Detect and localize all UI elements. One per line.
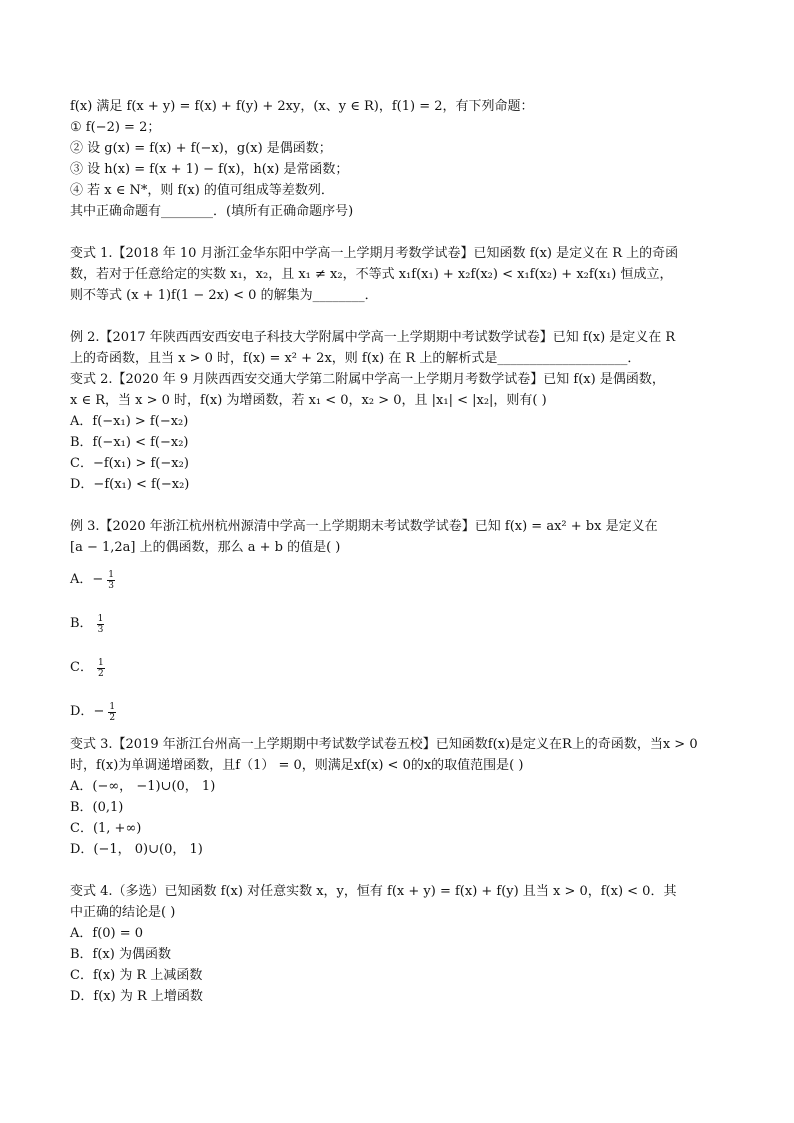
example-2-line: 上的奇函数，且当 x > 0 时，f(x) = x² + 2x，则 f(x) 在 R 上的解析式是____________________．	[70, 351, 641, 366]
variant-3-line: 变式 3.【2019 年浙江台州高一上学期期中考试数学试卷五校】已知函数f(x)是定义在R上的奇函数，当x > 0	[70, 737, 698, 752]
variant-1-line: 数，若对于任意给定的实数 x₁，x₂，且 x₁ ≠ x₂，不等式 x₁f(x₁) + x₂f(x₂) < x₁f(x₂) + x₂f(x₁) 恒成立，	[70, 267, 673, 282]
option-c: C．f(x) 为 R 上减函数	[70, 968, 203, 983]
variant-1-block	[70, 243, 730, 306]
problem-block	[70, 96, 730, 222]
example-3-line: 例 3.【2020 年浙江杭州杭州源清中学高一上学期期末考试数学试卷】已知 f(x) = ax² + bx 是定义在	[70, 519, 658, 534]
example-3-line: [a − 1,2a] 上的偶函数，那么 a + b 的值是( )	[70, 540, 341, 555]
option-b: B．(0,1)	[70, 800, 124, 815]
example-2-block	[70, 327, 730, 369]
option-c: C．−f(x₁) > f(−x₂)	[70, 456, 189, 471]
option-c: C． $\frac{1}{2}$	[70, 657, 104, 679]
option-b: B．f(−x₁) < f(−x₂)	[70, 435, 189, 450]
fraction: $\frac{1}{3}$	[97, 613, 104, 635]
proposition-4: ④ 若 x ∈ N*，则 f(x) 的值可组成等差数列．	[70, 183, 334, 198]
variant-2-line: 变式 2.【2020 年 9 月陕西西安交通大学第二附属中学高一上学期月考数学试卷】已知 f(x) 是偶函数，	[70, 372, 665, 387]
variant-3-block	[70, 734, 730, 860]
document-page	[70, 96, 730, 1007]
variant-1-line: 则不等式 (x + 1)f(1 − 2x) < 0 的解集为________．	[70, 288, 378, 303]
variant-4-block	[70, 881, 730, 1007]
proposition-2: ② 设 g(x) = f(x) + f(−x)，g(x) 是偶函数；	[70, 141, 332, 156]
proposition-1: ① f(−2) = 2；	[70, 120, 161, 135]
variant-3-line: 时，f(x)为单调递增函数，且f（1） = 0，则满足xf(x) < 0的x的取值范围是( )	[70, 758, 524, 773]
option-b: B． $\frac{1}{3}$	[70, 613, 104, 635]
variant-2-block	[70, 369, 730, 495]
proposition-3: ③ 设 h(x) = f(x + 1) − f(x)，h(x) 是常函数；	[70, 162, 349, 177]
variant-2-line: x ∈ R，当 x > 0 时，f(x) 为增函数，若 x₁ < 0，x₂ > 0，且 |x₁| < |x₂|，则有( )	[70, 393, 547, 408]
answer-prompt: 其中正确命题有________．(填所有正确命题序号)	[70, 204, 354, 219]
option-a: A．f(−x₁) > f(−x₂)	[70, 414, 189, 429]
option-d: D． − $\frac{1}{2}$	[70, 701, 116, 723]
option-a: A．(−∞， −1)∪(0， 1)	[70, 779, 216, 794]
fraction: $\frac{1}{3}$	[108, 569, 115, 591]
fraction: $\frac{1}{2}$	[97, 657, 104, 679]
variant-4-line: 变式 4.（多选）已知函数 f(x) 对任意实数 x，y，恒有 f(x + y) = f(x) + f(y) 且当 x > 0，f(x) < 0．其	[70, 884, 677, 899]
variant-1-line: 变式 1.【2018 年 10 月浙江金华东阳中学高一上学期月考数学试卷】已知函数 f(x) 是定义在 R 上的奇函	[70, 246, 679, 261]
example-3-block	[70, 516, 730, 734]
problem-stem: f(x) 满足 f(x + y) = f(x) + f(y) + 2xy，(x、y ∈ R)，f(1) = 2，有下列命题：	[70, 99, 534, 114]
option-a: A． − $\frac{1}{3}$	[70, 569, 115, 591]
option-d: D．(−1， 0)∪(0， 1)	[70, 842, 203, 857]
option-a: A．f(0) = 0	[70, 926, 144, 941]
option-b: B．f(x) 为偶函数	[70, 947, 171, 962]
option-d: D．−f(x₁) < f(−x₂)	[70, 477, 190, 492]
option-c: C．(1, +∞)	[70, 821, 142, 836]
variant-4-line: 中正确的结论是( )	[70, 905, 176, 920]
option-d: D．f(x) 为 R 上增函数	[70, 989, 203, 1004]
example-2-line: 例 2.【2017 年陕西西安西安电子科技大学附属中学高一上学期期中考试数学试卷】已知 f(x) 是定义在 R	[70, 330, 676, 345]
fraction: $\frac{1}{2}$	[109, 701, 116, 723]
